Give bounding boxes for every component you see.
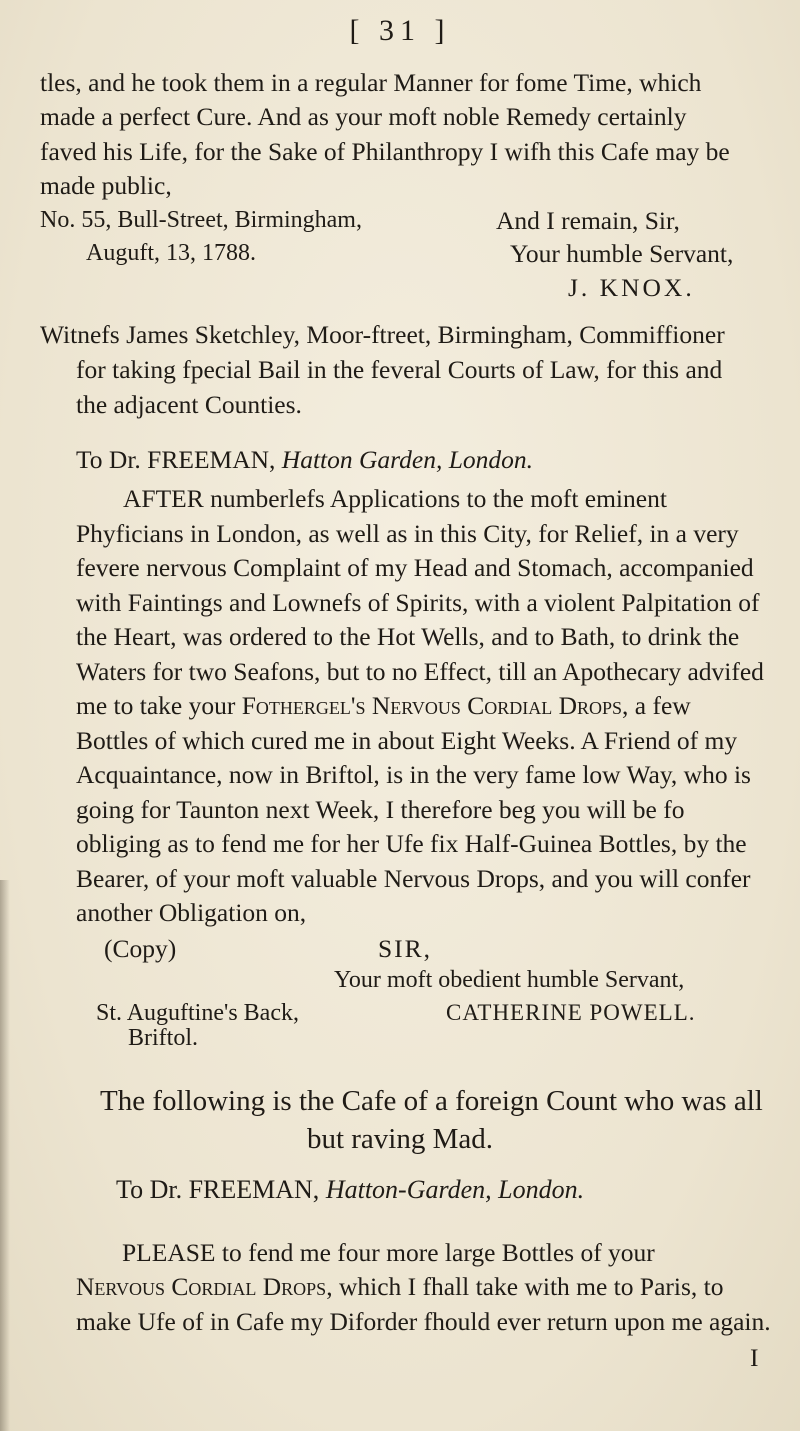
text-line: faved his Life, for the Sake of Philanthropy I wifh this Cafe may be (40, 137, 730, 166)
text-line: made a perfect Cure. And as your moft noble Remedy certainly (40, 102, 687, 131)
letter2-heading (76, 447, 533, 473)
text-line: Acquaintance, now in Briftol, is in the very fame low Way, who is (76, 760, 751, 789)
text-line: the Heart, was ordered to the Hot Wells, and to Bath, to drink the (76, 622, 740, 651)
letter1-closing: And I remain, Sir, (496, 206, 680, 235)
remedy-name: Fothergel's Nervous Cordial Drops (241, 691, 623, 720)
text-line: Bottles of which cured me in about Eight Weeks. A Friend of my (76, 726, 738, 755)
catchword: I (750, 1343, 759, 1372)
text-line: Phyficians in London, as well as in this City, for Relief, in a very (76, 519, 739, 548)
text-line: obliging as to fend me for her Ufe fix Half-Guinea Bottles, by the (76, 829, 747, 858)
text-run: , a few (622, 691, 691, 720)
letter1-date: Auguft, 13, 1788. (86, 240, 256, 266)
letter1-signature: J. KNOX. (568, 273, 695, 302)
text-line: with Faintings and Lownefs of Spirits, with a violent Palpitation of (76, 588, 760, 617)
text-line: the adjacent Counties. (76, 390, 302, 419)
caption-line: but raving Mad. (306, 1123, 494, 1155)
text-line (76, 693, 691, 719)
text-line: Waters for two Seafons, but to no Effect, till an Apothecary advifed (76, 657, 764, 686)
letter1-closing: Your humble Servant, (510, 239, 734, 268)
text-run: , which I fhall take with me to Paris, to (326, 1272, 724, 1301)
text-line: for taking fpecial Bail in the feveral Courts of Law, for this and (76, 355, 723, 384)
letter3-heading (116, 1177, 584, 1203)
letter1-address: No. 55, Bull-Street, Birmingham, (40, 207, 362, 233)
letter2-salutation: SIR, (378, 934, 433, 963)
text-run: me to take your (76, 691, 242, 720)
text-line: Witnefs James Sketchley, Moor-ftreet, Birmingham, Commiffioner (40, 320, 725, 349)
text-line: AFTER numberlefs Applications to the moft eminent (123, 484, 667, 513)
caption-line: The following is the Cafe of a foreign Count who was all (100, 1085, 763, 1117)
letter2-closing: Your moft obedient humble Servant, (334, 967, 685, 993)
letter2-signature: CATHERINE POWELL. (446, 1000, 696, 1025)
text-line: PLEASE to fend me four more large Bottles of your (122, 1238, 655, 1267)
letter2-place: St. Auguftine's Back, (96, 1000, 299, 1026)
page-number: [ 31 ] (349, 14, 451, 47)
letter2-recipient: To Dr. FREEMAN, (76, 445, 276, 474)
letter2-recipient-place: Hatton Garden, London. (281, 445, 534, 474)
text-line: going for Taunton next Week, I therefore beg you will be fo (76, 795, 685, 824)
text-line: make Ufe of in Cafe my Diforder fhould ever return upon me again. (76, 1307, 771, 1336)
letter3-recipient: To Dr. FREEMAN, (116, 1175, 320, 1204)
text-line: fevere nervous Complaint of my Head and Stomach, accompanied (76, 553, 754, 582)
text-line: tles, and he took them in a regular Manner for fome Time, which (40, 68, 702, 97)
binding-shadow (0, 880, 10, 1431)
copy-label: (Copy) (104, 934, 177, 963)
letter2-place: Briftol. (128, 1025, 198, 1051)
text-line (76, 1274, 723, 1300)
letter3-recipient-place: Hatton-Garden, London. (325, 1175, 585, 1204)
text-line: made public, (40, 171, 172, 200)
text-line: another Obligation on, (76, 898, 307, 927)
remedy-name: Nervous Cordial Drops (76, 1272, 327, 1301)
text-line: Bearer, of your moft valuable Nervous Drops, and you will confer (76, 864, 751, 893)
